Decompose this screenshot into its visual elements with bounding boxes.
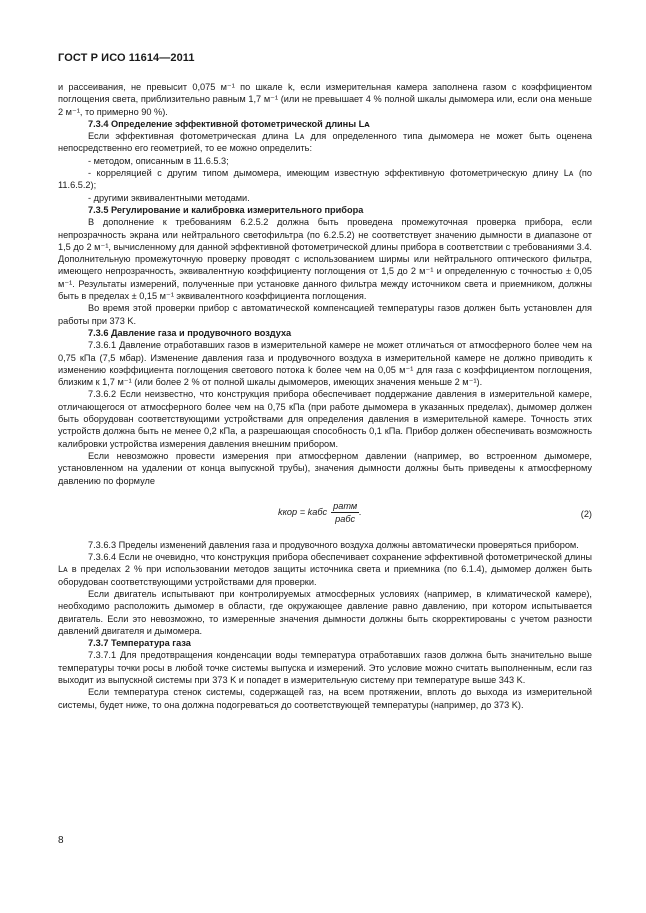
document-page — [58, 52, 592, 711]
section-heading-7-3-7: 7.3.7 Температура газа — [88, 638, 191, 649]
formula-fraction — [331, 501, 359, 524]
paragraph: Во время этой проверки прибор с автоматической компенсацией температуры газов должен быть установлен для работы при 373 K. — [58, 303, 592, 326]
section-heading-7-3-6: 7.3.6 Давление газа и продувочного воздуха — [88, 327, 292, 338]
paragraph: 7.3.6.1 Давление отработавших газов в измерительной камере не может отличаться от атмосферного более чем на 0,75 кПа (7,5 мбар). Изменение давления газа и продувочного воздуха в измерительной камере не должно приводить к изменению коэффициента поглощения светового потока k более чем на 0,05 м⁻¹ для газа с коэффициентом поглощения, близким к 1,7 м⁻¹ (или более 2 % от полной шкалы дымомеров, имеющих значения меньше 2 м⁻¹). — [58, 340, 592, 388]
section-heading-7-3-5: 7.3.5 Регулирование и калибровка измерительного прибора — [88, 204, 364, 215]
paragraph: Если двигатель испытывают при контролируемых атмосферных условиях (например, в климатической камере), необходимо расположить дымомер в области, где окружающее давление равно давлению, при котором испытывается двигатель. Если это невозможно, то измеренные значения дымности должны быть скорректированы с учетом разности давлений двигателя и дымомера. — [58, 588, 592, 636]
paragraph: Если температура стенок системы, содержащей газ, на всем протяжении, вплоть до выхода из измерительной системы, будет ниже, то она должна подогреваться до соответствующей температуры (например, до 373 K). — [58, 687, 592, 710]
list-item: - методом, описанным в 11.6.5.3; — [88, 155, 229, 166]
document-header: ГОСТ Р ИСО 11614—2011 — [58, 52, 195, 64]
page-number: 8 — [58, 835, 64, 846]
paragraph: 7.3.6.3 Пределы изменений давления газа и продувочного воздуха должны автоматически проверяться прибором. — [88, 539, 579, 550]
formula-numerator: pатм — [333, 500, 358, 511]
equation-number: (2) — [580, 508, 592, 519]
list-item: - корреляцией с другим типом дымомера, имеющим известную эффективную фотометрическую длину Lᴀ (по 11.6.5.2); — [58, 168, 592, 191]
paragraph: 7.3.7.1 Для предотвращения конденсации воды температура отработавших газов должна быть значительно выше температуры точки росы в любой точке системы выпуска и измерений. Это условие можно считать выполненным, если газ выходит из выпускной системы при 373 K и попадет в измерительную систему при температуре выше 343 K. — [58, 650, 592, 686]
section-heading-7-3-4: 7.3.4 Определение эффективной фотометрической длины Lᴀ — [88, 118, 370, 129]
list-item: - другими эквивалентными методами. — [88, 192, 250, 203]
paragraph: 7.3.6.2 Если неизвестно, что конструкция прибора обеспечивает поддержание давления в измерительной камере, отличающегося от атмосферного более чем на 0,75 кПа (при работе дымомера в указанных пределах), дымомер должен быть оборудован соответствующими устройствами для определения давления в измерительной камере. Точность этих устройств должна быть не менее 0,2 кПа, а разрешающая способность 0,1 кПа. Прибор должен обеспечивать возможность калибровки устройства измерения давления внешним прибором. — [58, 389, 592, 449]
formula-denominator: pабс — [335, 513, 356, 524]
formula-lhs: kкор = kабс — [278, 507, 328, 518]
formula-2: kкор = kабс $\frac{\text{pатм}}{\text{pабс}}$ . (2) — [278, 500, 592, 524]
paragraph: Если эффективная фотометрическая длина Lᴀ для определенного типа дымомера не может быть оценена непосредственно его геометрией, то ее можно определить: — [58, 131, 592, 154]
paragraph: 7.3.6.4 Если не очевидно, что конструкция прибора обеспечивает сохранение эффективной фотометрической длины Lᴀ в пределах 2 % при использовании методов защиты источника света и приемника (по 6.1.4), дымомер должен быть оборудован соответствующими устройствами для проверки. — [58, 552, 592, 587]
paragraph: В дополнение к требованиям 6.2.5.2 должна быть проведена промежуточная проверка прибора, если непрозрачность экрана или нейтрального светофильтра (по 6.2.5.2) не соответствует значению дымности в диапазоне от 1,5 до 2 м⁻¹, вычисленному для данной эффективной фотометрической длины прибора в соответствии с требованиями 3.4. Дополнительную промежуточную проверку проводят с использованием ширмы или нейтрального оптического фильтра, имеющего непрозрачность, эквивалентную коэффициенту поглощения от 1,5 до 2 м⁻¹ и определенную с точностью ± 0,05 м⁻¹. Результаты измерений, полученные при установке данного фильтра между источником света и приемником, должны быть в пределах ± 0,15 м⁻¹ эквивалентного коэффициента поглощения. — [58, 217, 592, 302]
paragraph: и рассеивания, не превысит 0,075 м⁻¹ по шкале k, если измерительная камера заполнена газом с коэффициентом поглощения света, приблизительно равным 1,7 м⁻¹ (или не превышает 4 % полной шкалы дымомера или, если она меньше 2 м⁻¹, то примерно 90 %). — [58, 82, 592, 117]
paragraph: Если невозможно провести измерения при атмосферном давлении (например, во встроенном дымомере, установленном на удалении от конца выпускной трубы), значения дымности должны быть приведены к атмосферному давлению по формуле — [58, 450, 592, 486]
